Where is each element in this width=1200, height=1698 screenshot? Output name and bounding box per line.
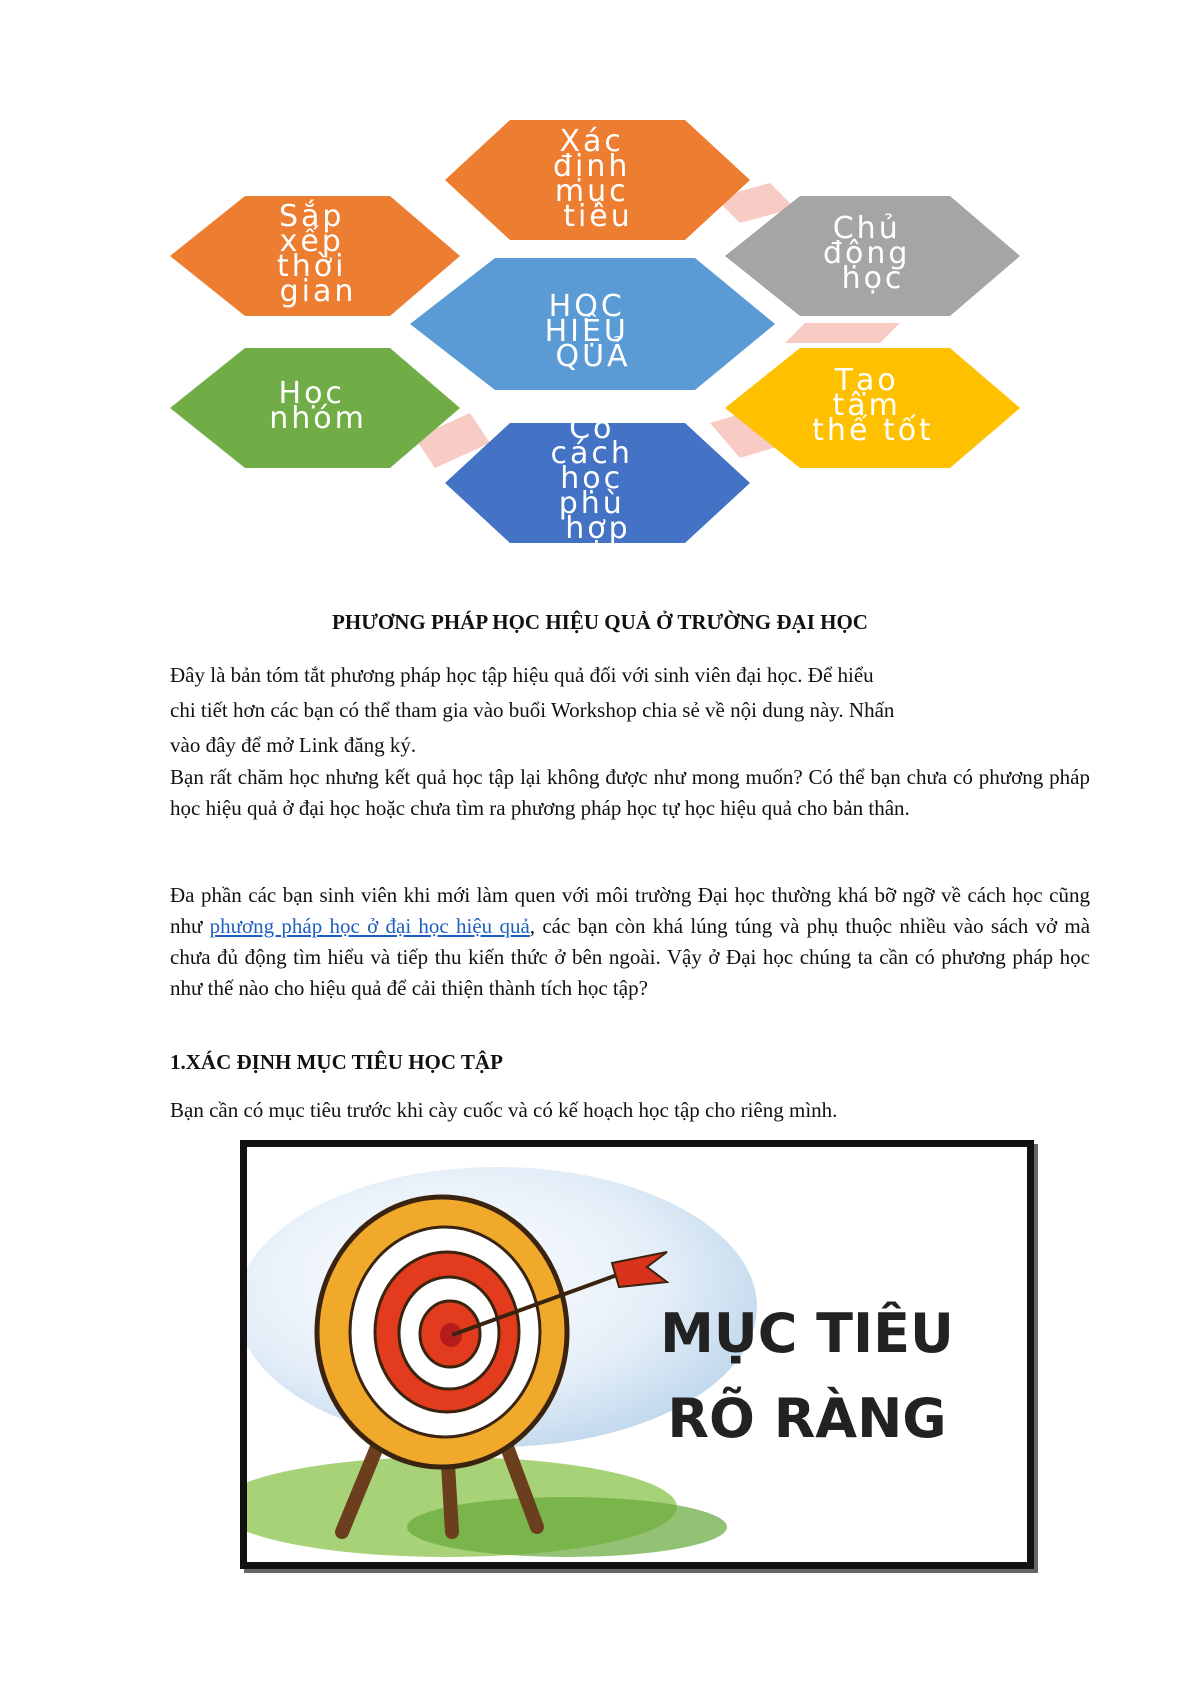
- goal-illustration: [240, 1140, 1034, 1569]
- intro-paragraph: [170, 660, 1090, 763]
- section-1-text: Bạn cần có mục tiêu trước khi cày cuốc và có kế hoạch học tập cho riêng mình.: [170, 1098, 838, 1122]
- intro-line: vào đây để mở Link đăng ký.: [170, 733, 417, 757]
- illustration-caption-line-1: MỤC TIÊU: [660, 1302, 954, 1365]
- hex-center-label: HỌC HIỆU QUẢ: [544, 289, 631, 374]
- paragraph-2: Bạn rất chăm học nhưng kết quả học tập lại không được như mong muốn? Có thể bạn chưa có phương pháp học hiệu quả ở đại học hoặc chưa tìm ra phương pháp học tự học hiệu quả cho bản thân.: [170, 765, 1090, 820]
- target-illustration-art: [247, 1147, 1027, 1562]
- intro-line: chi tiết hơn các bạn có thể tham gia vào buổi Workshop chia sẻ về nội dung này. Nhấn: [170, 698, 895, 722]
- illustration-caption-line-2: RÕ RÀNG: [667, 1387, 947, 1450]
- hex-mindset-label: Tạo tâm thế tốt: [812, 363, 934, 448]
- hex-goal-label: Xác định mục tiêu: [553, 124, 633, 234]
- study-methods-diagram: [170, 118, 1150, 588]
- document-title: PHƯƠNG PHÁP HỌC HIỆU QUẢ Ở TRƯỜNG ĐẠI HỌC: [332, 610, 868, 634]
- section-1-heading: 1.XÁC ĐỊNH MỤC TIÊU HỌC TẬP: [170, 1050, 503, 1074]
- hex-active-label: Chủ động học: [822, 211, 911, 296]
- connector-right: [785, 323, 900, 343]
- hex-time-label: Sắp xếp thời gian: [276, 199, 357, 309]
- hex-group-label: Học nhóm: [269, 376, 367, 436]
- paragraph-3-text-end: , các bạn còn khá lúng túng và phụ thuộc nhiều vào sách vở mà chưa đủ động tìm hiểu và tiếp thu kiến thức ở bên ngoài. Vậy ở Đại học chúng ta cần có phương pháp học như thế nào cho hiệu quả để cải thiện thành tích học tập?: [170, 914, 1091, 1000]
- target-icon: [317, 1197, 567, 1467]
- paragraph-3: [170, 880, 1090, 1004]
- hex-method-label: Có cách học phù hợp: [550, 411, 633, 546]
- paragraph-3-text-start: Đa phần các bạn sinh viên khi mới làm quen với môi trường Đại học thường khá bỡ ngỡ về cách học cũng như: [170, 883, 1090, 938]
- method-link[interactable]: phương pháp học ở đại học hiệu quả: [209, 914, 530, 938]
- intro-line: Đây là bản tóm tắt phương pháp học tập hiệu quả đối với sinh viên đại học. Để hiểu: [170, 663, 874, 687]
